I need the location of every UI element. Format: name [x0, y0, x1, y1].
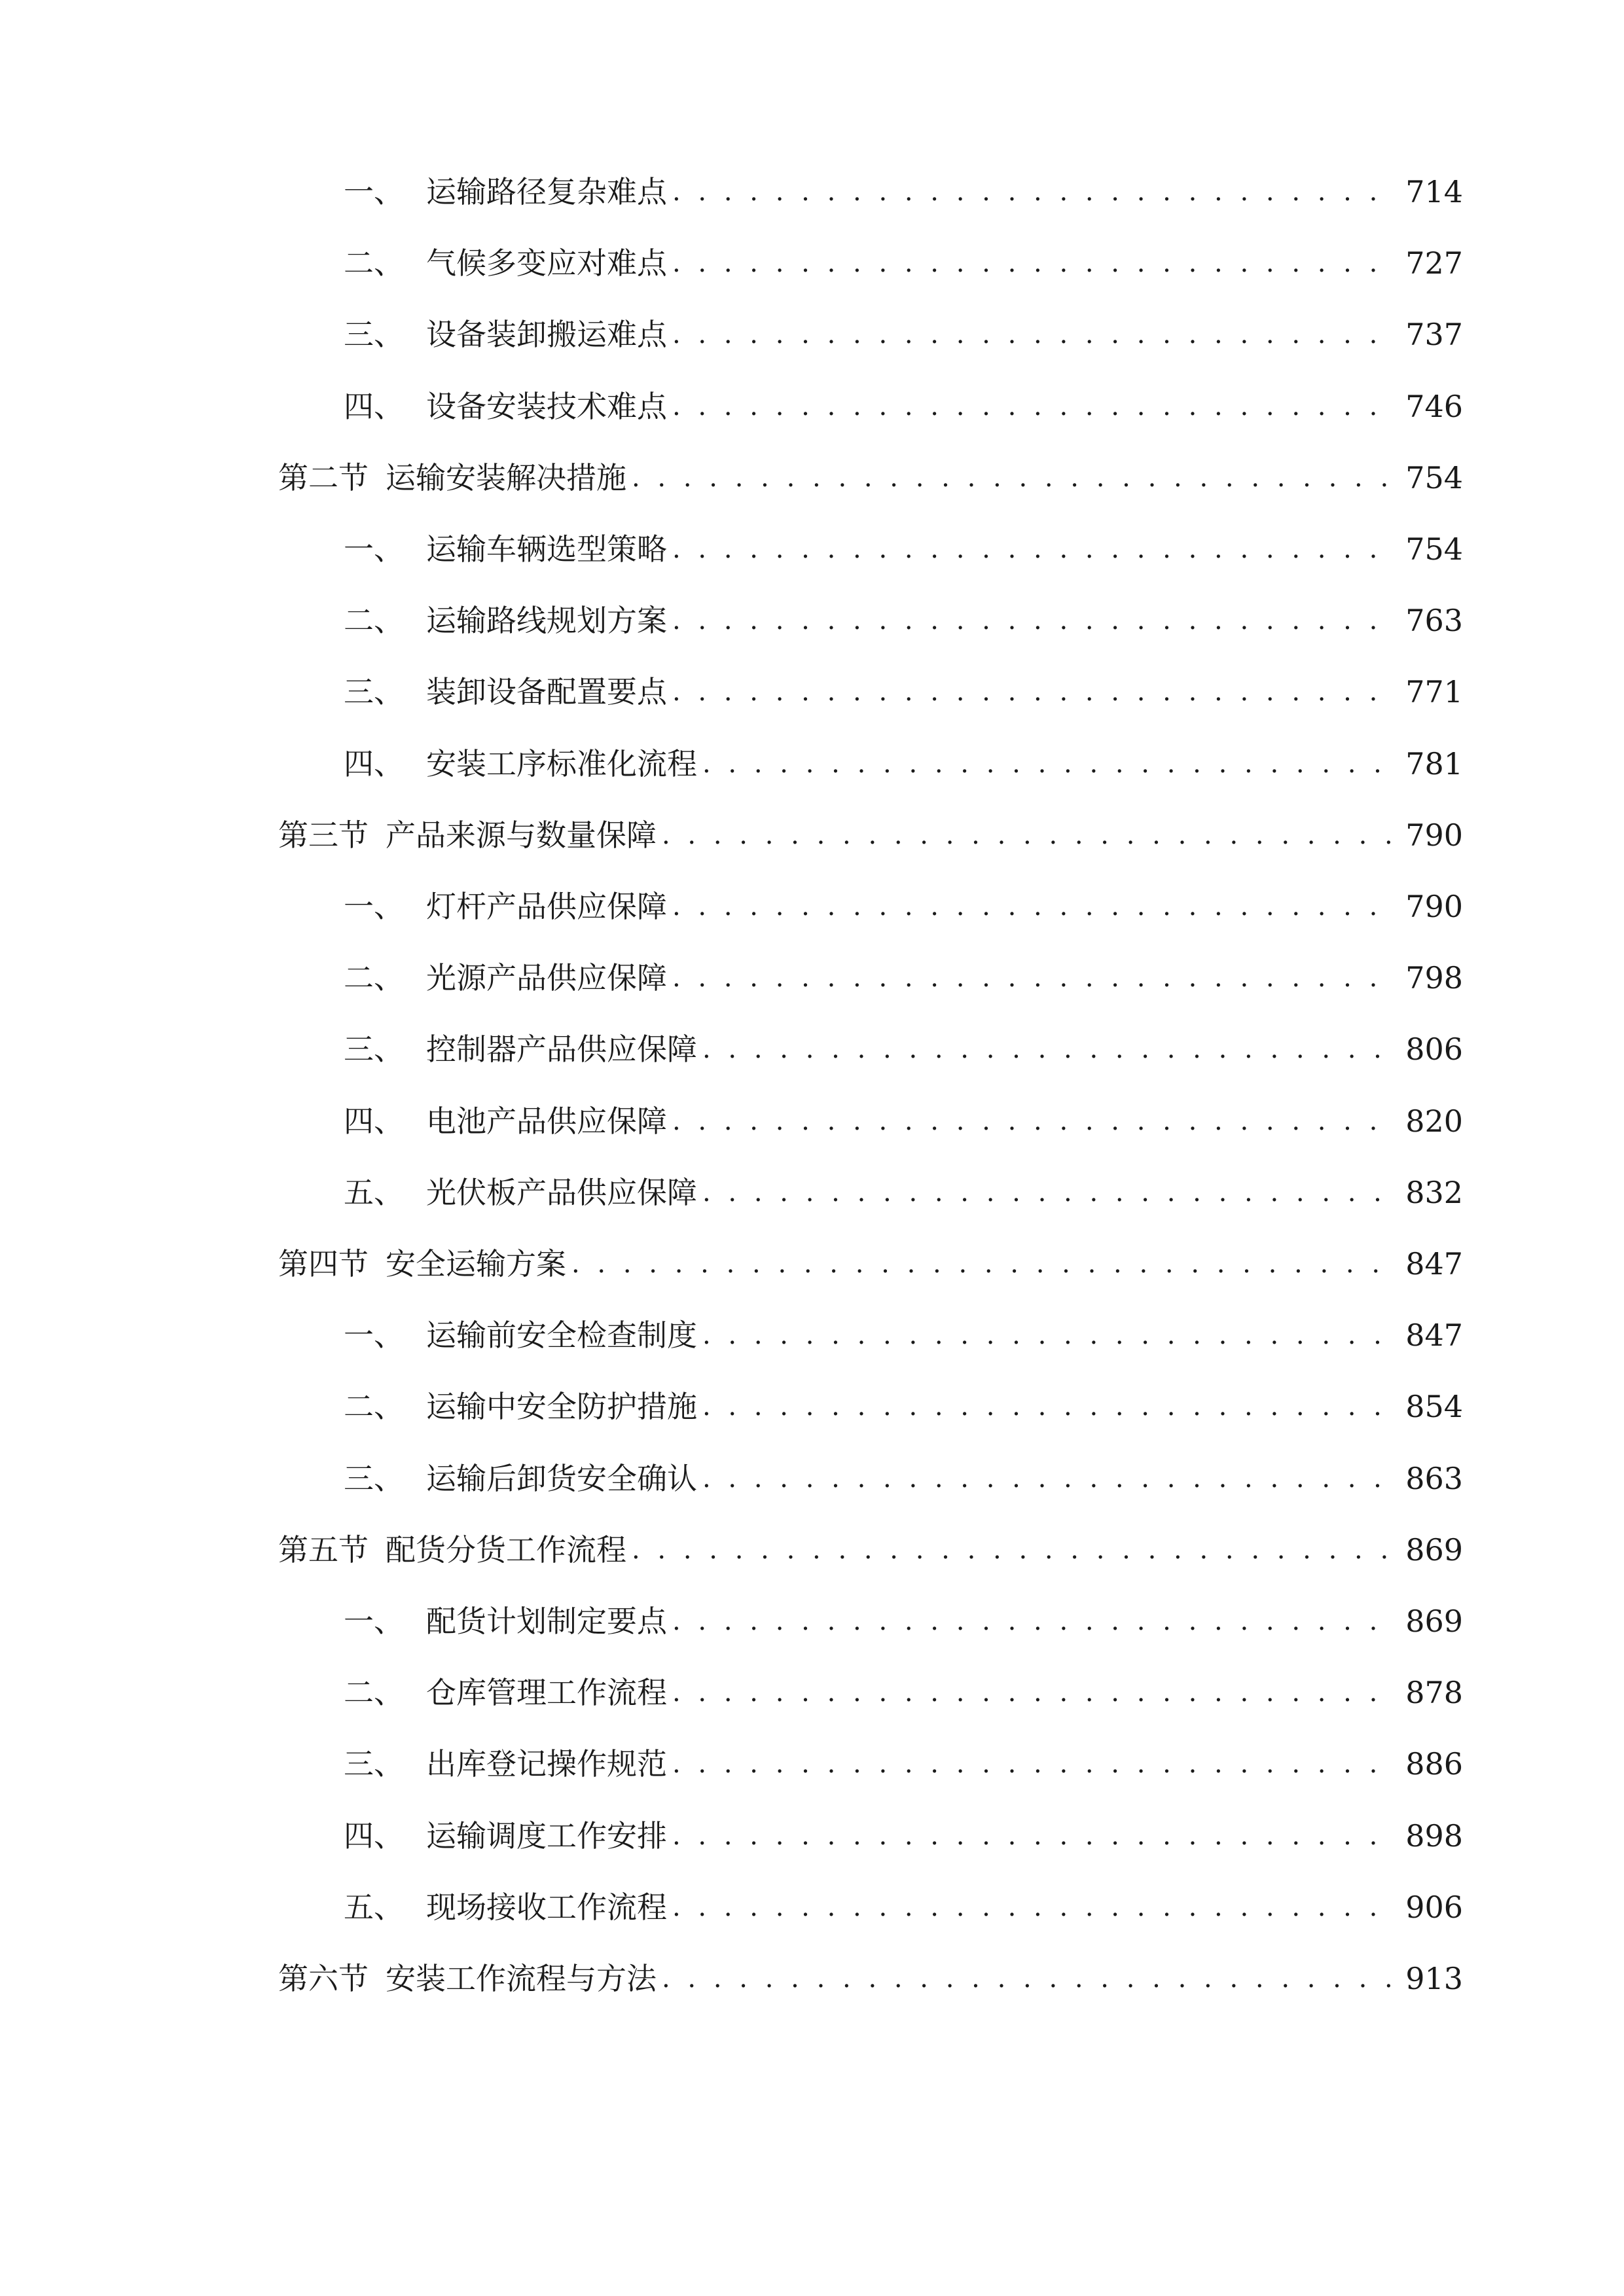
toc-dot-leader [662, 809, 1396, 861]
toc-entry-title: 电池产品供应保障 [426, 1103, 667, 1139]
toc-subsection-entry[interactable] [344, 1881, 1463, 1933]
toc-entry-title: 气候多变应对难点 [426, 245, 667, 281]
toc-entry-title: 运输前安全检查制度 [426, 1318, 697, 1354]
toc-section-entry[interactable] [278, 452, 1463, 504]
toc-dot-leader [672, 1738, 1396, 1790]
toc-subsection-entry[interactable] [344, 380, 1463, 433]
toc-entry-number: 四、 [344, 1103, 404, 1139]
toc-subsection-entry[interactable] [344, 1309, 1463, 1361]
toc-entry-number: 一、 [344, 889, 404, 924]
toc-page-number: 869 [1405, 1604, 1463, 1639]
toc-entry-number: 五、 [344, 1174, 404, 1210]
toc-subsection-entry[interactable] [344, 523, 1463, 575]
toc-dot-leader [702, 1166, 1396, 1219]
toc-dot-leader [672, 594, 1396, 647]
toc-dot-leader [672, 1595, 1396, 1647]
toc-entry-number: 三、 [344, 1746, 404, 1782]
toc-subsection-entry[interactable] [344, 166, 1463, 218]
toc-entry-number: 二、 [344, 245, 404, 281]
toc-entry-title: 运输路径复杂难点 [426, 174, 667, 209]
toc-subsection-entry[interactable] [344, 1666, 1463, 1719]
toc-section-entry[interactable] [278, 1238, 1463, 1290]
toc-dot-leader [672, 380, 1396, 433]
toc-dot-leader [702, 1309, 1396, 1361]
toc-dot-leader [672, 308, 1396, 361]
toc-dot-leader [672, 666, 1396, 718]
toc-page-number: 913 [1405, 1961, 1463, 1996]
toc-entry-number: 二、 [344, 960, 404, 996]
toc-entry-title: 安装工作流程与方法 [386, 1961, 657, 1996]
toc-page-number: 790 [1405, 889, 1463, 924]
toc-dot-leader [571, 1238, 1396, 1290]
toc-entry-title: 运输调度工作安排 [426, 1818, 667, 1854]
toc-page-number: 820 [1405, 1103, 1463, 1139]
toc-entry-title: 仓库管理工作流程 [426, 1675, 667, 1711]
toc-entry-number: 二、 [344, 603, 404, 639]
toc-subsection-entry[interactable] [344, 1595, 1463, 1647]
toc-entry-number: 一、 [344, 1318, 404, 1354]
toc-entry-number: 三、 [344, 1031, 404, 1067]
toc-entry-number: 三、 [344, 317, 404, 353]
toc-subsection-entry[interactable] [344, 308, 1463, 361]
toc-subsection-entry[interactable] [344, 1738, 1463, 1790]
toc-dot-leader [632, 452, 1396, 504]
toc-entry-number: 四、 [344, 745, 404, 781]
toc-entry-number: 四、 [344, 1818, 404, 1854]
toc-entry-number: 一、 [344, 531, 404, 567]
toc-entry-title: 设备装卸搬运难点 [426, 317, 667, 353]
toc-subsection-entry[interactable] [344, 1452, 1463, 1505]
toc-subsection-entry[interactable] [344, 880, 1463, 933]
toc-dot-leader [662, 1952, 1396, 2005]
toc-dot-leader [672, 1810, 1396, 1862]
toc-page-number: 863 [1405, 1460, 1463, 1496]
toc-entry-title: 安全运输方案 [386, 1246, 566, 1282]
toc-page-number: 763 [1405, 603, 1463, 639]
toc-entry-title: 运输后卸货安全确认 [426, 1460, 697, 1496]
toc-entry-title: 配货分货工作流程 [386, 1532, 626, 1568]
toc-dot-leader [702, 1023, 1396, 1075]
toc-page-number: 754 [1405, 459, 1463, 495]
toc-dot-leader [702, 1452, 1396, 1505]
toc-entry-number: 第五节 [278, 1532, 369, 1568]
toc-page-number: 906 [1405, 1889, 1463, 1925]
toc-entry-number: 三、 [344, 674, 404, 710]
toc-entry-title: 光源产品供应保障 [426, 960, 667, 996]
toc-entry-title: 运输中安全防护措施 [426, 1389, 697, 1425]
toc-entry-number: 第三节 [278, 817, 369, 853]
toc-page-number: 847 [1405, 1246, 1463, 1282]
toc-entry-title: 安装工序标准化流程 [426, 745, 697, 781]
toc-page-number: 727 [1405, 245, 1463, 281]
toc-dot-leader [702, 738, 1396, 790]
toc-page-number: 898 [1405, 1818, 1463, 1854]
toc-page-number: 869 [1405, 1532, 1463, 1568]
toc-page-number: 832 [1405, 1174, 1463, 1210]
toc-entry-number: 第二节 [278, 459, 369, 495]
toc-entry-title: 配货计划制定要点 [426, 1604, 667, 1639]
toc-dot-leader [672, 1666, 1396, 1719]
toc-section-entry[interactable] [278, 809, 1463, 861]
toc-entry-title: 运输车辆选型策略 [426, 531, 667, 567]
toc-entry-title: 装卸设备配置要点 [426, 674, 667, 710]
toc-page-number: 854 [1405, 1389, 1463, 1425]
toc-page-number: 781 [1405, 745, 1463, 781]
toc-entry-number: 第六节 [278, 1961, 369, 1996]
toc-subsection-entry[interactable] [344, 1810, 1463, 1862]
toc-entry-number: 二、 [344, 1675, 404, 1711]
toc-dot-leader [632, 1524, 1396, 1576]
toc-dot-leader [672, 1095, 1396, 1147]
toc-entry-number: 第四节 [278, 1246, 369, 1282]
toc-page-number: 771 [1405, 674, 1463, 710]
toc-subsection-entry[interactable] [344, 952, 1463, 1004]
toc-entry-number: 四、 [344, 388, 404, 424]
toc-entry-number: 二、 [344, 1389, 404, 1425]
toc-entry-title: 产品来源与数量保障 [386, 817, 657, 853]
toc-page-number: 714 [1405, 174, 1463, 209]
toc-dot-leader [672, 880, 1396, 933]
toc-subsection-entry[interactable] [344, 1166, 1463, 1219]
toc-page-number: 790 [1405, 817, 1463, 853]
toc-entry-number: 三、 [344, 1460, 404, 1496]
toc-entry-title: 出库登记操作规范 [426, 1746, 667, 1782]
toc-dot-leader [672, 166, 1396, 218]
toc-subsection-entry[interactable] [344, 666, 1463, 718]
toc-entry-title: 灯杆产品供应保障 [426, 889, 667, 924]
toc-page-number: 886 [1405, 1746, 1463, 1782]
toc-dot-leader [672, 237, 1396, 289]
toc-dot-leader [672, 523, 1396, 575]
toc-section-entry[interactable] [278, 1952, 1463, 2005]
toc-subsection-entry[interactable] [344, 1095, 1463, 1147]
toc-page-number: 806 [1405, 1031, 1463, 1067]
toc-entry-number: 五、 [344, 1889, 404, 1925]
toc-entry-title: 现场接收工作流程 [426, 1889, 667, 1925]
toc-subsection-entry[interactable] [344, 738, 1463, 790]
toc-section-entry[interactable] [278, 1524, 1463, 1576]
toc-page-number: 878 [1405, 1675, 1463, 1711]
toc-dot-leader [672, 952, 1396, 1004]
toc-page-number: 798 [1405, 960, 1463, 996]
toc-page-number: 847 [1405, 1318, 1463, 1354]
toc-page-number: 737 [1405, 317, 1463, 353]
toc-page-number: 746 [1405, 388, 1463, 424]
toc-page-number: 754 [1405, 531, 1463, 567]
toc-subsection-entry[interactable] [344, 594, 1463, 647]
toc-entry-number: 一、 [344, 1604, 404, 1639]
toc-entry-title: 运输安装解决措施 [386, 459, 626, 495]
toc-entry-title: 设备安装技术难点 [426, 388, 667, 424]
toc-subsection-entry[interactable] [344, 237, 1463, 289]
toc-entry-title: 运输路线规划方案 [426, 603, 667, 639]
toc-subsection-entry[interactable] [344, 1023, 1463, 1075]
toc-subsection-entry[interactable] [344, 1380, 1463, 1433]
toc-entry-title: 控制器产品供应保障 [426, 1031, 697, 1067]
toc-entry-number: 一、 [344, 174, 404, 209]
toc-entry-title: 光伏板产品供应保障 [426, 1174, 697, 1210]
toc-dot-leader [672, 1881, 1396, 1933]
toc-dot-leader [702, 1380, 1396, 1433]
